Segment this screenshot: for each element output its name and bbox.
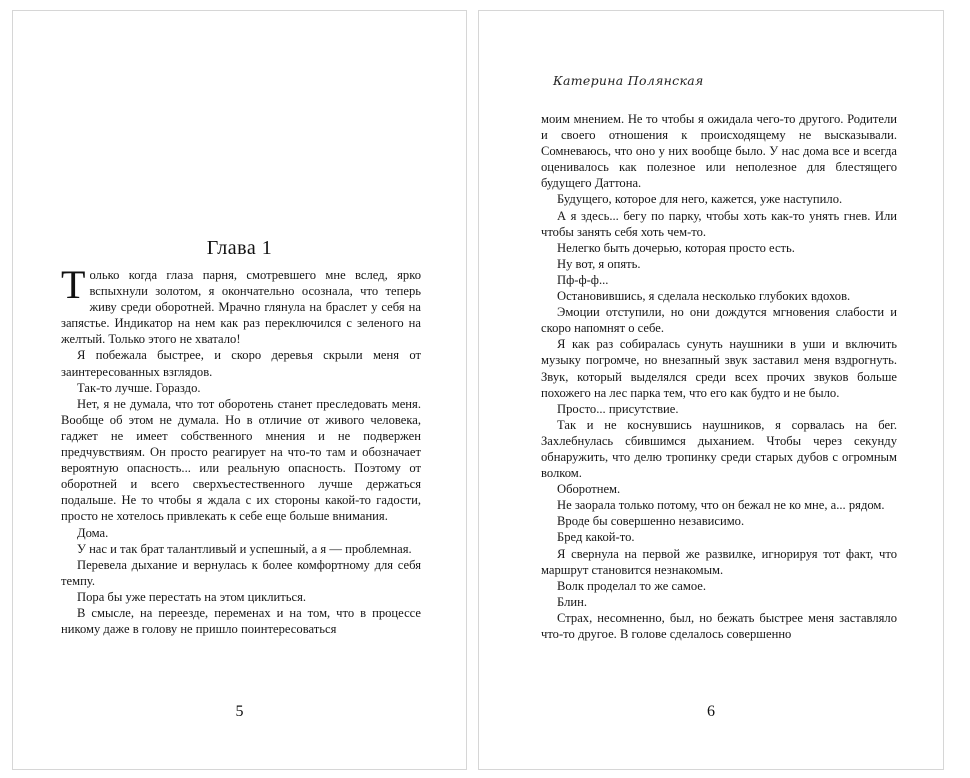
drop-cap: Т: [61, 262, 86, 307]
paragraph: Не заорала только потому, что он бежал не ко мне, а... рядом.: [557, 498, 885, 513]
paragraph: Страх, несомненно, был, но бежать быстрее меня заставляло что-то другое. В голове сделалось совершенно: [541, 610, 897, 641]
paragraph: Я как раз собиралась сунуть наушники в уши и включить музыку погромче, но внезапный звук заставил меня вздрогнуть. Звук, который выделялся среди всех прочих звуков больше похожего на лес парка тем, что его как будто и не было.: [541, 337, 897, 400]
running-head-author: Катерина Полянская: [553, 73, 704, 88]
paragraph: Будущего, которое для него, кажется, уже наступило.: [557, 192, 843, 207]
opening-paragraph: [61, 262, 421, 347]
paragraph: Просто... присутствие.: [557, 401, 679, 416]
page-number: 6: [707, 703, 715, 720]
right-page: [478, 10, 944, 770]
paragraph: Так и не коснувшись наушников, я сорвалась на бег. Захлебнулась сбившимся дыханием. Чтобы через секунду обнаружить, что делю тропинку среди старых дубов с огромным волком.: [541, 417, 897, 481]
paragraph: Вроде бы совершенно независимо.: [557, 514, 745, 529]
paragraph: Я побежала быстрее, и скоро деревья скрыли меня от заинтересованных взглядов.: [61, 348, 421, 379]
paragraph: Перевела дыхание и вернулась к более комфортному для себя темпу.: [61, 557, 421, 588]
paragraph: Остановившись, я сделала несколько глубоких вдохов.: [557, 289, 851, 304]
left-page: [12, 10, 467, 770]
paragraph: А я здесь... бегу по парку, чтобы хоть как-то унять гнев. Или чтобы занять себя хоть чем-то.: [541, 208, 897, 239]
paragraph: Я свернула на первой же развилке, игнорируя тот факт, что маршрут становится незнакомым.: [541, 546, 897, 577]
paragraph: Оборотнем.: [557, 482, 621, 497]
paragraph: Пф-ф-ф...: [557, 272, 609, 287]
right-page-text: [541, 111, 897, 642]
paragraph: Бред какой-то.: [557, 530, 635, 545]
paragraph: У нас и так брат талантливый и успешный, а я — проблемная.: [77, 541, 412, 556]
paragraph: Волк проделал то же самое.: [557, 578, 707, 593]
paragraph: Пора бы уже перестать на этом циклиться.: [77, 589, 307, 604]
paragraph: Так-то лучше. Гораздо.: [77, 380, 201, 395]
paragraph: Нет, я не думала, что тот оборотень станет преследовать меня. Вообще об этом не думала. Но в отличие от живого человека, гаджет не имеет собственного мнения и не подвержен предчувствиям. Он просто реагирует на что-то там и обозначает вероятную опасность... или реальную опасность. Поэтому от оборотней и всего сверхъестественного лучше держаться подальше. Не то чтобы я ждала с их стороны какой-то гадости, просто не хотелось привлекать к себе еще больше внимания.: [61, 396, 421, 524]
continued-paragraph: моим мнением. Не то чтобы я ожидала чего-то другого. Родители и своего отношения к происходящему не высказывали. Сомневаюсь, что оно у них вообще было. У нас дома все и всегда оценивалось как полезное или неполезное для блестящего будущего Даттона.: [541, 112, 897, 191]
paragraph: Дома.: [77, 525, 109, 540]
paragraph: Эмоции отступили, но они дождутся мгновения слабости и скоро напомнят о себе.: [541, 305, 897, 336]
paragraph: Ну вот, я опять.: [557, 256, 641, 271]
chapter-title: Глава 1: [206, 237, 273, 259]
paragraph: В смысле, на переезде, переменах и на том, что в процессе никому даже в голову не пришло поинтересоваться: [61, 605, 421, 637]
page-number: 5: [235, 703, 244, 720]
opening-paragraph-text: олько когда глаза парня, смотревшего мне вслед, ярко вспыхнули золотом, я окончательно осознала, что теперь живу среди оборотней. Мрачно глянула на браслет у себя на запястье. Индикатор на нем как раз переключился с зеленого на желтый. Только этого не хватало!: [61, 268, 421, 347]
left-page-text: [61, 262, 421, 637]
paragraph: Нелегко быть дочерью, которая просто есть.: [557, 240, 795, 255]
paragraph: Блин.: [557, 594, 587, 609]
